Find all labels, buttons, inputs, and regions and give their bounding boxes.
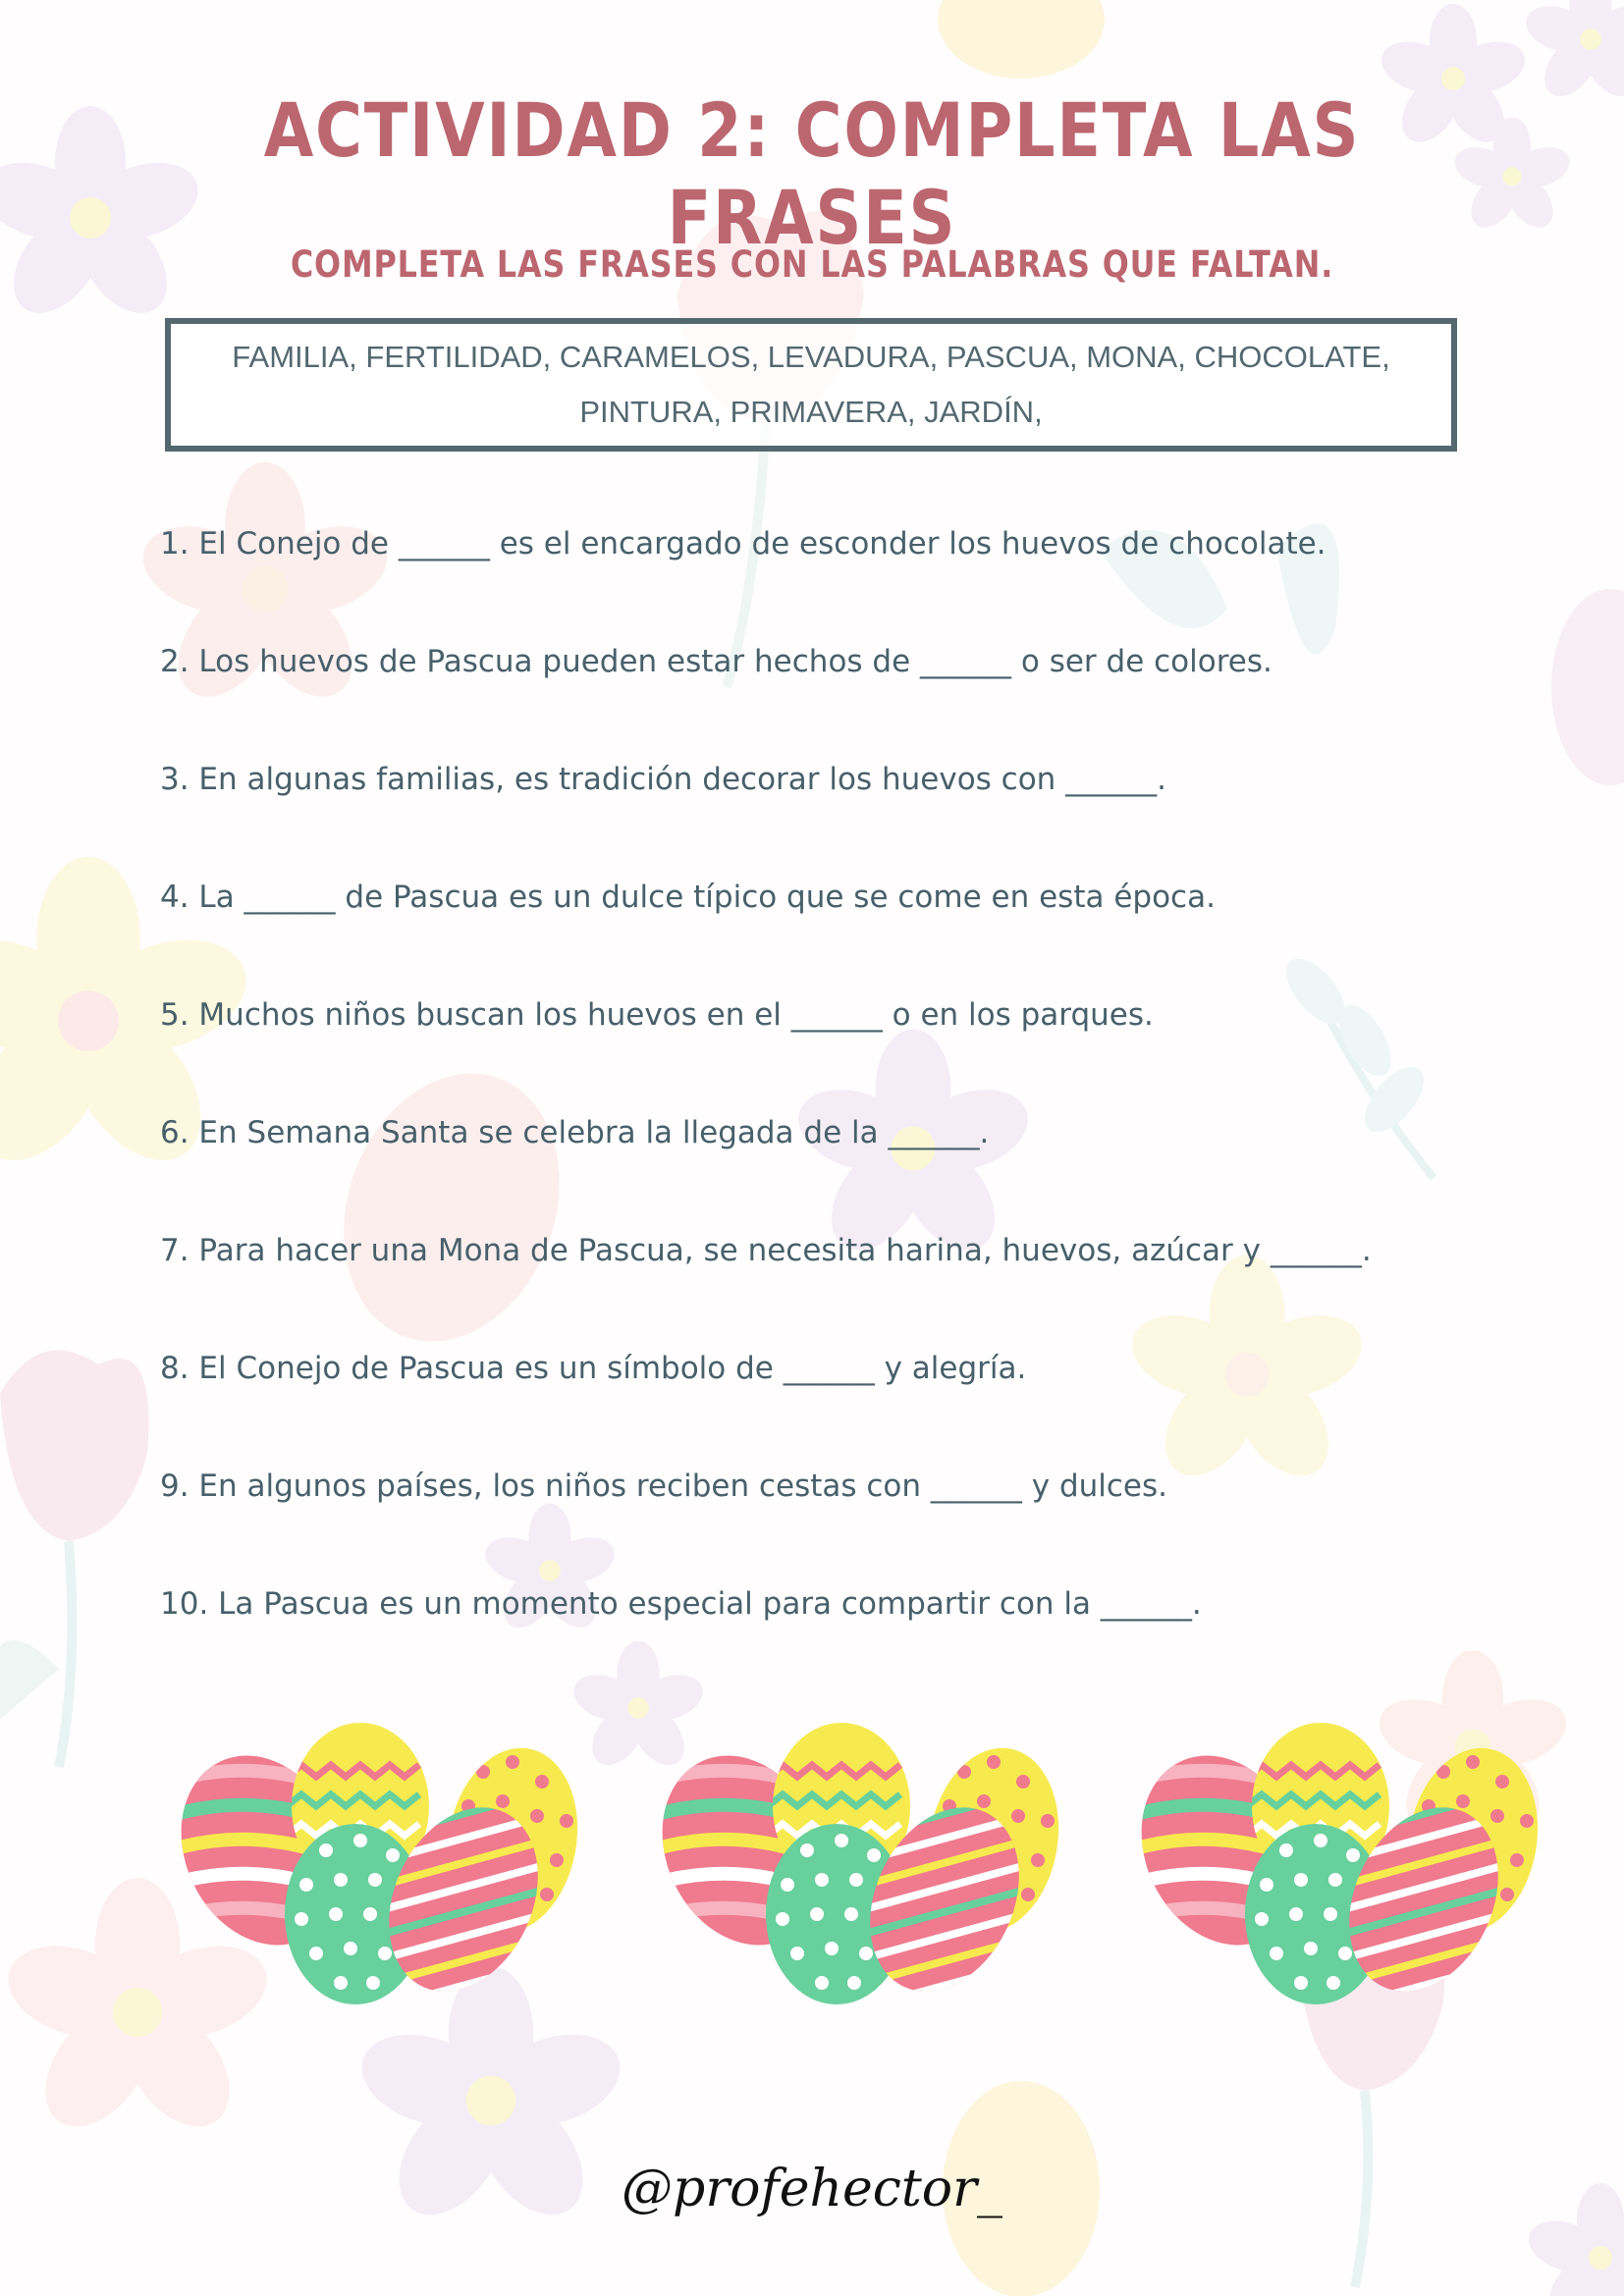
question-8: 8. El Conejo de Pascua es un símbolo de ______ y alegría. xyxy=(160,1351,1027,1386)
question-10: 10. La Pascua es un momento especial para compartir con la ______. xyxy=(160,1586,1202,1622)
question-3: 3. En algunas familias, es tradición decorar los huevos con ______. xyxy=(160,762,1167,797)
author-signature: @profehector_ xyxy=(622,2160,1002,2218)
easter-eggs-group xyxy=(650,1723,1082,2017)
question-7: 7. Para hacer una Mona de Pascua, se necesita harina, huevos, azúcar y ______. xyxy=(160,1233,1372,1268)
easter-eggs-group xyxy=(1129,1723,1561,2017)
question-9: 9. En algunos países, los niños reciben cestas con ______ y dulces. xyxy=(160,1468,1167,1504)
question-6: 6. En Semana Santa se celebra la llegada de la ______. xyxy=(160,1115,990,1150)
easter-eggs-group xyxy=(169,1723,601,2017)
question-1: 1. El Conejo de ______ es el encargado de esconder los huevos de chocolate. xyxy=(160,526,1326,561)
question-4: 4. La ______ de Pascua es un dulce típico que se come en esta época. xyxy=(160,880,1216,915)
page-subtitle: COMPLETA LAS FRASES CON LAS PALABRAS QUE FALTAN. xyxy=(290,243,1334,286)
word-bank-box xyxy=(165,318,1457,452)
word-bank-text: FAMILIA, FERTILIDAD, CARAMELOS, LEVADURA, PASCUA, MONA, CHOCOLATE, PINTURA, PRIMAVERA, JARDÍN, xyxy=(232,340,1390,429)
question-5: 5. Muchos niños buscan los huevos en el ______ o en los parques. xyxy=(160,997,1154,1033)
question-2: 2. Los huevos de Pascua pueden estar hechos de ______ o ser de colores. xyxy=(160,644,1272,679)
page-title: ACTIVIDAD 2: COMPLETA LAS FRASES xyxy=(263,86,1361,261)
